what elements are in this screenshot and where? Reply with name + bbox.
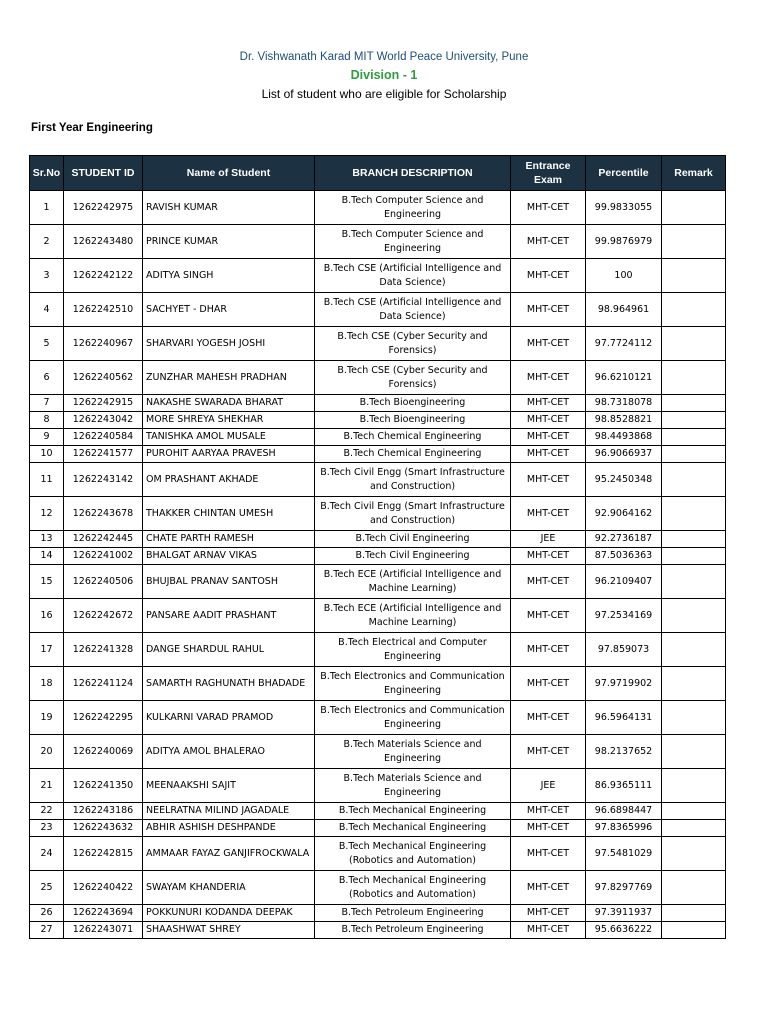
cell-percentile: 98.2137652 <box>586 735 662 769</box>
cell-percentile: 98.7318078 <box>586 395 662 412</box>
cell-percentile: 98.8528821 <box>586 412 662 429</box>
cell-branch: B.Tech Petroleum Engineering <box>315 922 511 939</box>
cell-branch: B.Tech Bioengineering <box>315 412 511 429</box>
cell-exam: MHT-CET <box>511 259 586 293</box>
table-row <box>30 735 726 769</box>
cell-remark <box>662 667 726 701</box>
cell-student-id: 1262240069 <box>64 735 143 769</box>
cell-student-name: ADITYA SINGH <box>143 259 315 293</box>
cell-student-id: 1262242445 <box>64 531 143 548</box>
cell-percentile: 100 <box>586 259 662 293</box>
col-header-student-id: STUDENT ID <box>64 156 143 191</box>
cell-exam: MHT-CET <box>511 327 586 361</box>
cell-student-id: 1262241328 <box>64 633 143 667</box>
cell-srno: 1 <box>30 191 64 225</box>
cell-student-id: 1262240967 <box>64 327 143 361</box>
cell-srno: 27 <box>30 922 64 939</box>
cell-srno: 17 <box>30 633 64 667</box>
cell-branch: B.Tech Electronics and Communication Engineering <box>315 701 511 735</box>
cell-remark <box>662 905 726 922</box>
university-name: Dr. Vishwanath Karad MIT World Peace University, Pune <box>239 51 529 63</box>
cell-exam: MHT-CET <box>511 803 586 820</box>
table-row <box>30 565 726 599</box>
cell-student-id: 1262240422 <box>64 871 143 905</box>
cell-student-name: KULKARNI VARAD PRAMOD <box>143 701 315 735</box>
cell-student-id: 1262243042 <box>64 412 143 429</box>
cell-exam: MHT-CET <box>511 701 586 735</box>
cell-srno: 22 <box>30 803 64 820</box>
cell-branch: B.Tech Electrical and Computer Engineering <box>315 633 511 667</box>
cell-branch: B.Tech Mechanical Engineering (Robotics and Automation) <box>315 837 511 871</box>
cell-student-id: 1262242815 <box>64 837 143 871</box>
cell-remark <box>662 769 726 803</box>
table-row <box>30 837 726 871</box>
cell-branch: B.Tech Computer Science and Engineering <box>315 225 511 259</box>
cell-branch: B.Tech Civil Engg (Smart Infrastructure and Construction) <box>315 497 511 531</box>
cell-percentile: 87.5036363 <box>586 548 662 565</box>
cell-remark <box>662 633 726 667</box>
col-header-exam: Entrance Exam <box>511 156 586 191</box>
cell-srno: 19 <box>30 701 64 735</box>
table-row <box>30 327 726 361</box>
cell-remark <box>662 701 726 735</box>
cell-srno: 14 <box>30 548 64 565</box>
cell-student-id: 1262243186 <box>64 803 143 820</box>
table-header-row <box>30 156 726 191</box>
cell-percentile: 86.9365111 <box>586 769 662 803</box>
cell-exam: MHT-CET <box>511 922 586 939</box>
cell-remark <box>662 361 726 395</box>
cell-remark <box>662 922 726 939</box>
cell-srno: 21 <box>30 769 64 803</box>
cell-student-id: 1262241124 <box>64 667 143 701</box>
table-row <box>30 531 726 548</box>
cell-remark <box>662 735 726 769</box>
cell-remark <box>662 820 726 837</box>
cell-srno: 12 <box>30 497 64 531</box>
cell-branch: B.Tech Electronics and Communication Engineering <box>315 667 511 701</box>
cell-srno: 24 <box>30 837 64 871</box>
cell-student-name: TANISHKA AMOL MUSALE <box>143 429 315 446</box>
table-row <box>30 820 726 837</box>
cell-remark <box>662 429 726 446</box>
cell-student-name: ZUNZHAR MAHESH PRADHAN <box>143 361 315 395</box>
cell-branch: B.Tech ECE (Artificial Intelligence and Machine Learning) <box>315 599 511 633</box>
cell-student-name: MEENAAKSHI SAJIT <box>143 769 315 803</box>
cell-branch: B.Tech Chemical Engineering <box>315 446 511 463</box>
col-header-remark: Remark <box>662 156 726 191</box>
cell-student-name: PUROHIT AARYAA PRAVESH <box>143 446 315 463</box>
table-row <box>30 429 726 446</box>
cell-exam: MHT-CET <box>511 191 586 225</box>
table-row <box>30 769 726 803</box>
cell-remark <box>662 395 726 412</box>
cell-srno: 13 <box>30 531 64 548</box>
cell-percentile: 97.9719902 <box>586 667 662 701</box>
cell-exam: MHT-CET <box>511 548 586 565</box>
cell-srno: 4 <box>30 293 64 327</box>
scholarship-table <box>29 155 726 939</box>
table-row <box>30 922 726 939</box>
table-row <box>30 701 726 735</box>
cell-branch: B.Tech Chemical Engineering <box>315 429 511 446</box>
cell-branch: B.Tech Civil Engineering <box>315 531 511 548</box>
cell-student-name: SACHYET - DHAR <box>143 293 315 327</box>
cell-percentile: 97.3911937 <box>586 905 662 922</box>
table-row <box>30 412 726 429</box>
section-title: First Year Engineering <box>31 122 153 134</box>
cell-remark <box>662 412 726 429</box>
cell-student-name: ADITYA AMOL BHALERAO <box>143 735 315 769</box>
cell-student-id: 1262242672 <box>64 599 143 633</box>
cell-percentile: 95.2450348 <box>586 463 662 497</box>
cell-srno: 10 <box>30 446 64 463</box>
cell-percentile: 98.964961 <box>586 293 662 327</box>
cell-exam: MHT-CET <box>511 361 586 395</box>
cell-srno: 3 <box>30 259 64 293</box>
cell-branch: B.Tech Bioengineering <box>315 395 511 412</box>
cell-percentile: 96.6210121 <box>586 361 662 395</box>
cell-branch: B.Tech Mechanical Engineering <box>315 820 511 837</box>
cell-branch: B.Tech Computer Science and Engineering <box>315 191 511 225</box>
cell-exam: MHT-CET <box>511 497 586 531</box>
cell-student-id: 1262242975 <box>64 191 143 225</box>
cell-exam: MHT-CET <box>511 463 586 497</box>
cell-remark <box>662 599 726 633</box>
cell-remark <box>662 327 726 361</box>
cell-remark <box>662 531 726 548</box>
table-row <box>30 803 726 820</box>
cell-exam: MHT-CET <box>511 395 586 412</box>
cell-student-id: 1262241577 <box>64 446 143 463</box>
cell-exam: MHT-CET <box>511 667 586 701</box>
cell-student-id: 1262242915 <box>64 395 143 412</box>
table-row <box>30 599 726 633</box>
cell-remark <box>662 191 726 225</box>
cell-srno: 23 <box>30 820 64 837</box>
cell-percentile: 97.7724112 <box>586 327 662 361</box>
cell-percentile: 97.8297769 <box>586 871 662 905</box>
table-row <box>30 871 726 905</box>
cell-student-name: MORE SHREYA SHEKHAR <box>143 412 315 429</box>
cell-exam: MHT-CET <box>511 565 586 599</box>
cell-remark <box>662 225 726 259</box>
cell-remark <box>662 803 726 820</box>
cell-student-name: RAVISH KUMAR <box>143 191 315 225</box>
cell-percentile: 98.4493868 <box>586 429 662 446</box>
cell-exam: MHT-CET <box>511 837 586 871</box>
cell-srno: 9 <box>30 429 64 446</box>
cell-student-id: 1262241350 <box>64 769 143 803</box>
cell-remark <box>662 837 726 871</box>
cell-remark <box>662 871 726 905</box>
cell-branch: B.Tech CSE (Cyber Security and Forensics) <box>315 361 511 395</box>
cell-student-name: NEELRATNA MILIND JAGADALE <box>143 803 315 820</box>
table-row <box>30 361 726 395</box>
cell-remark <box>662 446 726 463</box>
cell-remark <box>662 463 726 497</box>
cell-student-name: SHARVARI YOGESH JOSHI <box>143 327 315 361</box>
cell-exam: MHT-CET <box>511 820 586 837</box>
cell-student-id: 1262243632 <box>64 820 143 837</box>
cell-branch: B.Tech ECE (Artificial Intelligence and Machine Learning) <box>315 565 511 599</box>
cell-percentile: 92.2736187 <box>586 531 662 548</box>
col-header-srno: Sr.No <box>30 156 64 191</box>
cell-exam: MHT-CET <box>511 446 586 463</box>
cell-srno: 26 <box>30 905 64 922</box>
cell-exam: MHT-CET <box>511 735 586 769</box>
cell-exam: JEE <box>511 531 586 548</box>
cell-percentile: 96.9066937 <box>586 446 662 463</box>
table-row <box>30 633 726 667</box>
cell-remark <box>662 565 726 599</box>
cell-student-name: NAKASHE SWARADA BHARAT <box>143 395 315 412</box>
cell-student-id: 1262243142 <box>64 463 143 497</box>
table-row <box>30 225 726 259</box>
cell-exam: JEE <box>511 769 586 803</box>
cell-student-name: CHATE PARTH RAMESH <box>143 531 315 548</box>
cell-student-name: BHUJBAL PRANAV SANTOSH <box>143 565 315 599</box>
cell-srno: 15 <box>30 565 64 599</box>
cell-student-name: THAKKER CHINTAN UMESH <box>143 497 315 531</box>
cell-exam: MHT-CET <box>511 225 586 259</box>
table-row <box>30 463 726 497</box>
cell-student-name: AMMAAR FAYAZ GANJIFROCKWALA <box>143 837 315 871</box>
cell-percentile: 97.2534169 <box>586 599 662 633</box>
cell-percentile: 99.9833055 <box>586 191 662 225</box>
cell-srno: 18 <box>30 667 64 701</box>
cell-remark <box>662 293 726 327</box>
cell-srno: 11 <box>30 463 64 497</box>
cell-srno: 20 <box>30 735 64 769</box>
table-row <box>30 667 726 701</box>
cell-branch: B.Tech Petroleum Engineering <box>315 905 511 922</box>
cell-branch: B.Tech Civil Engineering <box>315 548 511 565</box>
cell-percentile: 97.5481029 <box>586 837 662 871</box>
division-title: Division - 1 <box>350 68 418 82</box>
cell-branch: B.Tech CSE (Artificial Intelligence and Data Science) <box>315 293 511 327</box>
cell-student-name: ABHIR ASHISH DESHPANDE <box>143 820 315 837</box>
cell-percentile: 92.9064162 <box>586 497 662 531</box>
cell-srno: 7 <box>30 395 64 412</box>
cell-srno: 25 <box>30 871 64 905</box>
cell-srno: 6 <box>30 361 64 395</box>
cell-student-id: 1262240506 <box>64 565 143 599</box>
cell-branch: B.Tech Materials Science and Engineering <box>315 769 511 803</box>
table-row <box>30 293 726 327</box>
cell-branch: B.Tech CSE (Artificial Intelligence and Data Science) <box>315 259 511 293</box>
cell-student-id: 1262240584 <box>64 429 143 446</box>
col-header-branch: BRANCH DESCRIPTION <box>315 156 511 191</box>
cell-student-name: SHAASHWAT SHREY <box>143 922 315 939</box>
cell-srno: 5 <box>30 327 64 361</box>
col-header-name: Name of Student <box>143 156 315 191</box>
cell-student-id: 1262240562 <box>64 361 143 395</box>
cell-branch: B.Tech CSE (Cyber Security and Forensics) <box>315 327 511 361</box>
cell-remark <box>662 548 726 565</box>
cell-exam: MHT-CET <box>511 871 586 905</box>
table-row <box>30 497 726 531</box>
table-row <box>30 259 726 293</box>
cell-student-id: 1262243694 <box>64 905 143 922</box>
cell-exam: MHT-CET <box>511 429 586 446</box>
list-subtitle: List of student who are eligible for Scholarship <box>261 87 507 101</box>
cell-remark <box>662 497 726 531</box>
cell-student-name: POKKUNURI KODANDA DEEPAK <box>143 905 315 922</box>
cell-remark <box>662 259 726 293</box>
cell-percentile: 97.859073 <box>586 633 662 667</box>
cell-branch: B.Tech Materials Science and Engineering <box>315 735 511 769</box>
col-header-percentile: Percentile <box>586 156 662 191</box>
cell-exam: MHT-CET <box>511 905 586 922</box>
cell-student-name: BHALGAT ARNAV VIKAS <box>143 548 315 565</box>
cell-exam: MHT-CET <box>511 293 586 327</box>
cell-student-id: 1262243480 <box>64 225 143 259</box>
cell-percentile: 99.9876979 <box>586 225 662 259</box>
table-row <box>30 548 726 565</box>
cell-student-name: DANGE SHARDUL RAHUL <box>143 633 315 667</box>
cell-srno: 2 <box>30 225 64 259</box>
cell-exam: MHT-CET <box>511 633 586 667</box>
cell-student-id: 1262243678 <box>64 497 143 531</box>
cell-exam: MHT-CET <box>511 412 586 429</box>
cell-percentile: 96.6898447 <box>586 803 662 820</box>
cell-branch: B.Tech Mechanical Engineering (Robotics and Automation) <box>315 871 511 905</box>
cell-branch: B.Tech Mechanical Engineering <box>315 803 511 820</box>
cell-student-id: 1262242295 <box>64 701 143 735</box>
cell-percentile: 97.8365996 <box>586 820 662 837</box>
cell-student-id: 1262241002 <box>64 548 143 565</box>
cell-student-id: 1262242122 <box>64 259 143 293</box>
table-row <box>30 446 726 463</box>
cell-exam: MHT-CET <box>511 599 586 633</box>
cell-percentile: 96.2109407 <box>586 565 662 599</box>
cell-student-id: 1262243071 <box>64 922 143 939</box>
cell-branch: B.Tech Civil Engg (Smart Infrastructure and Construction) <box>315 463 511 497</box>
cell-percentile: 96.5964131 <box>586 701 662 735</box>
table-row <box>30 395 726 412</box>
cell-srno: 8 <box>30 412 64 429</box>
cell-student-name: SWAYAM KHANDERIA <box>143 871 315 905</box>
table-row <box>30 191 726 225</box>
table-row <box>30 905 726 922</box>
cell-student-name: PANSARE AADIT PRASHANT <box>143 599 315 633</box>
cell-student-id: 1262242510 <box>64 293 143 327</box>
cell-student-name: PRINCE KUMAR <box>143 225 315 259</box>
cell-percentile: 95.6636222 <box>586 922 662 939</box>
cell-student-name: SAMARTH RAGHUNATH BHADADE <box>143 667 315 701</box>
cell-student-name: OM PRASHANT AKHADE <box>143 463 315 497</box>
cell-srno: 16 <box>30 599 64 633</box>
